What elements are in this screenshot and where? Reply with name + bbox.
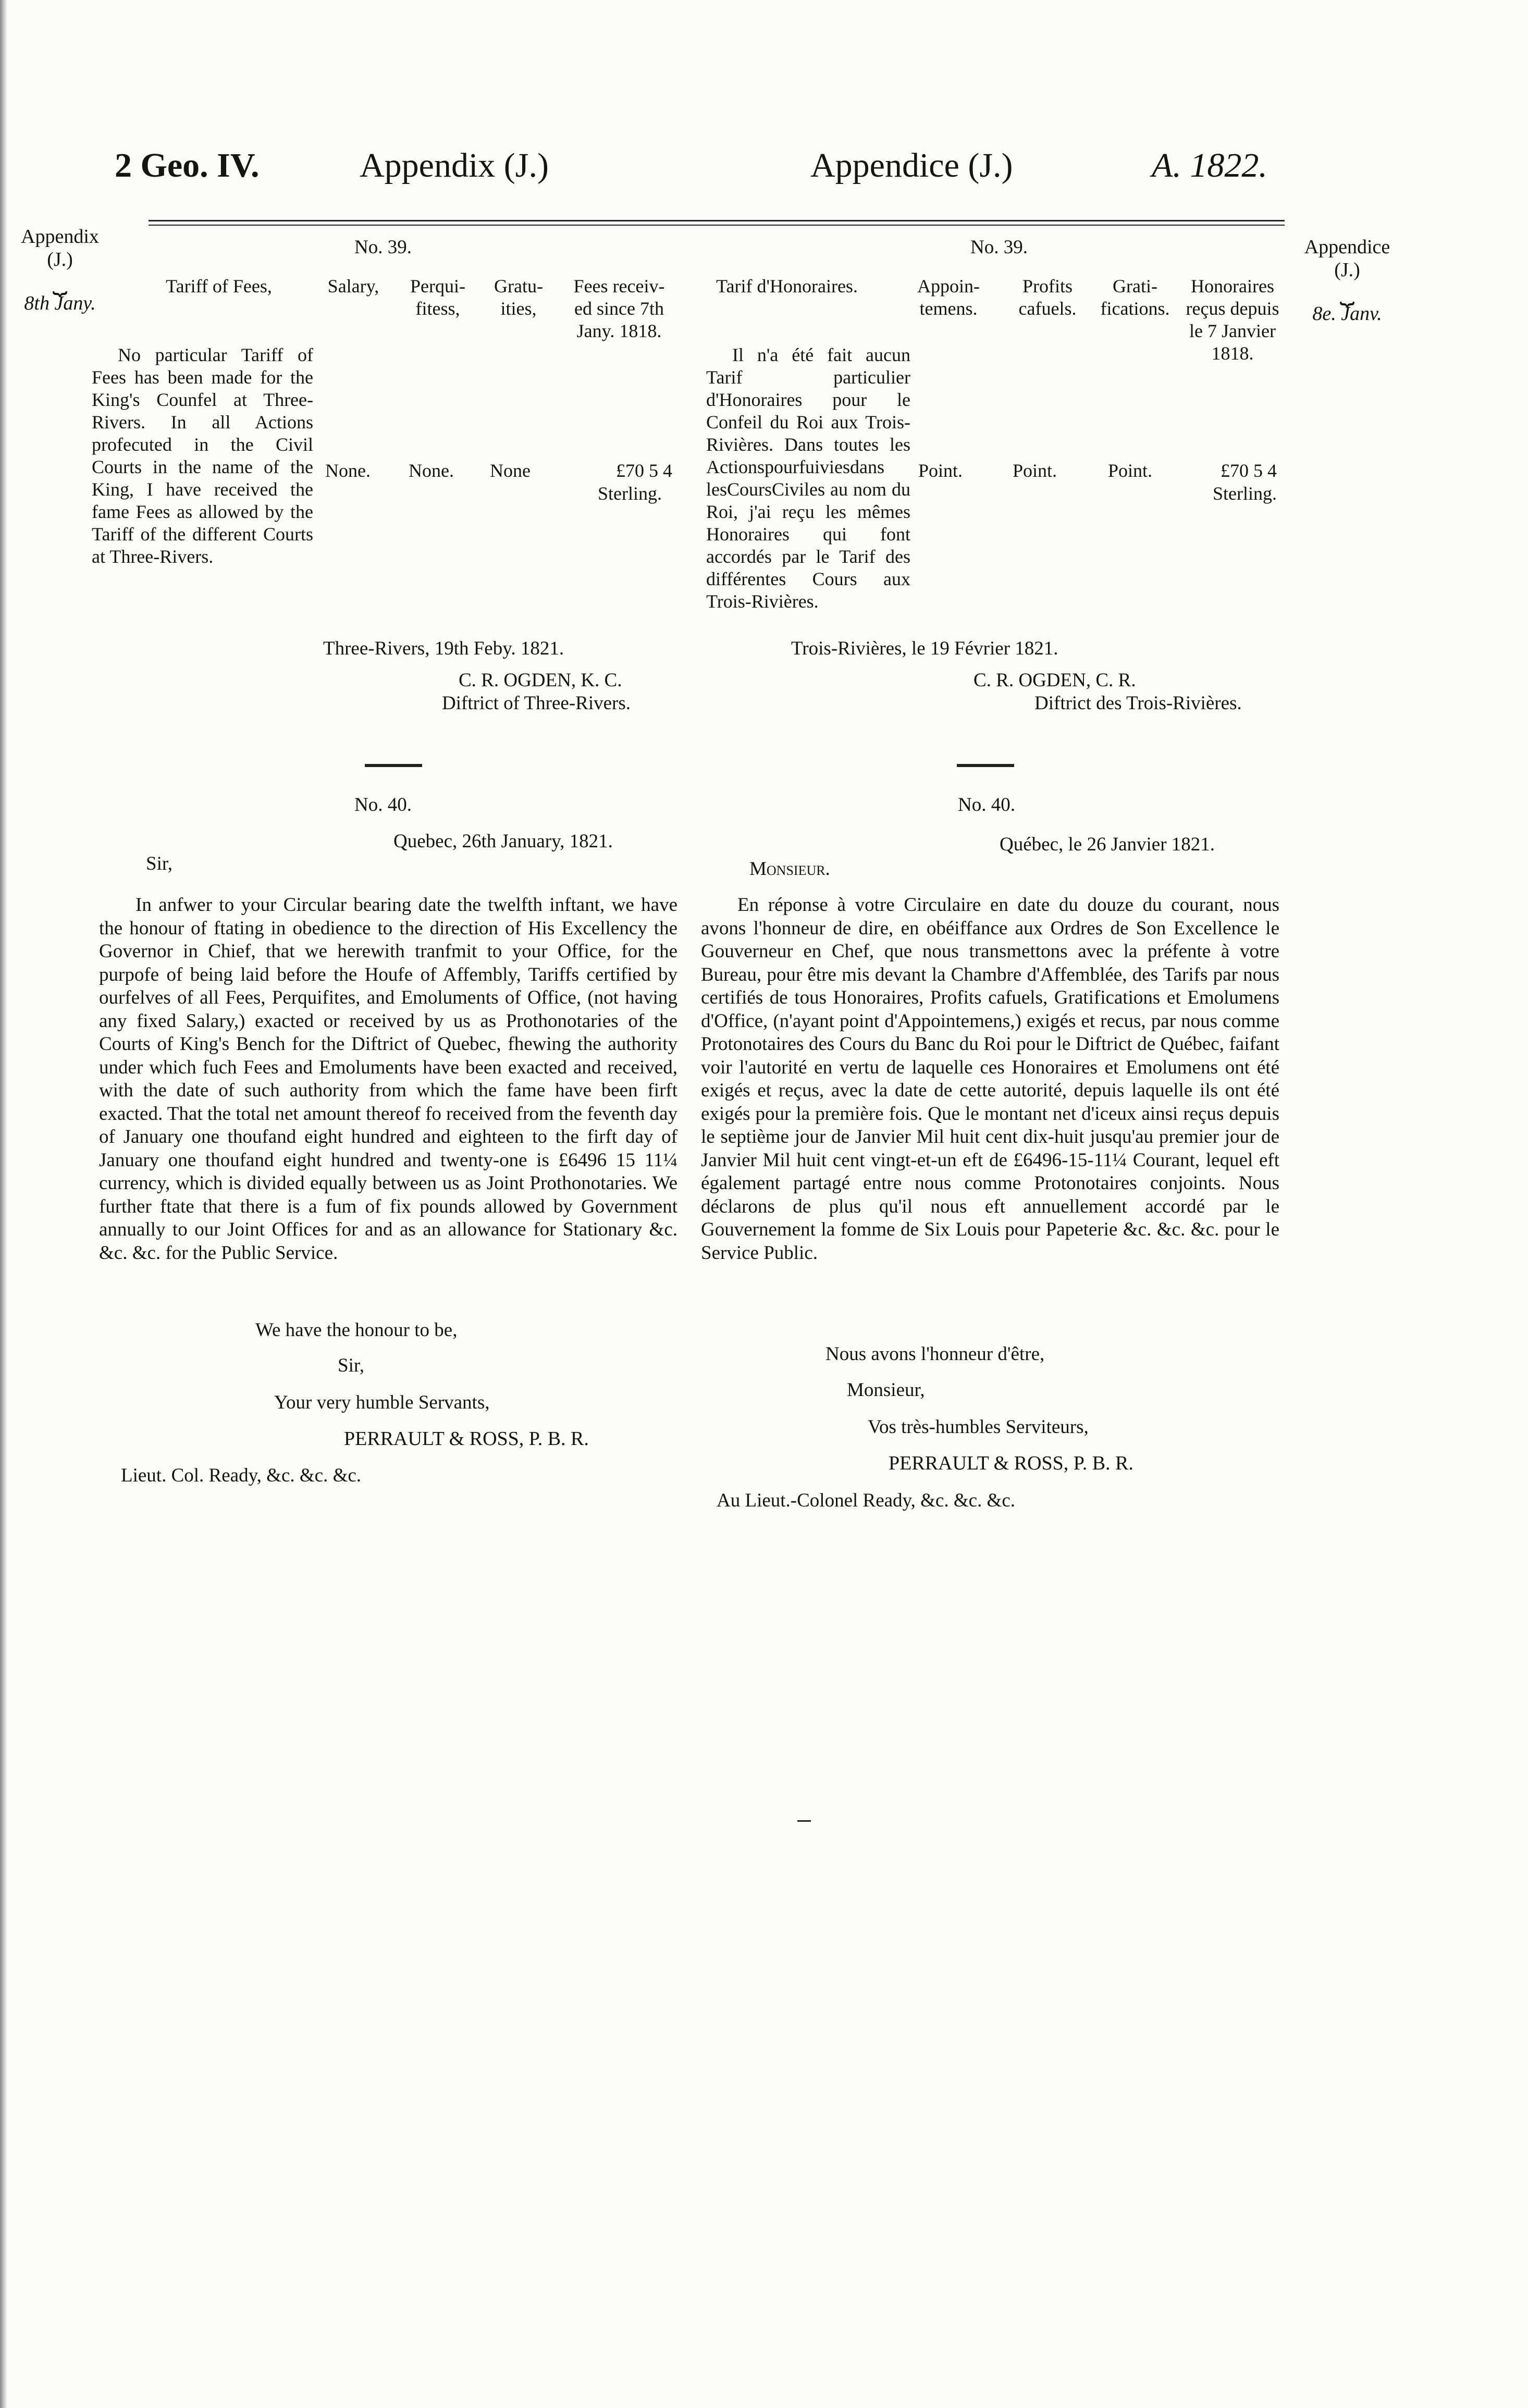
section-divider-french [957, 764, 1014, 767]
french-39-district: Diftrict des Trois-Rivières. [1034, 693, 1242, 714]
margin-right-date: 8e. Janv. [1312, 303, 1382, 325]
french-39-col-gratuities: Grati- fications. [1100, 276, 1170, 319]
french-39-salary: Point. [918, 460, 963, 481]
english-39-col-salary: Salary, [327, 276, 379, 297]
margin-note-left [10, 225, 109, 315]
french-40-body: En réponse à votre Circulaire en date du douze du courant, nous avons l'honneur de dire, en obéiffance aux Ordres de Son Excellence le Gouverneur en Chef, que nous transmettons avec la préfente à votre Bureau, pour être mis devant la Chambre d'Affemblée, des Tarifs par nous certifiés de tous Honoraires, Profits cafuels, Gratifications et Emolumens d'Office, (n'ayant point d'Appointemens,) exigés et recus, par nous comme Protonotaires des Cours du Banc du Roi pour le Diftrict de Québec, faifant voir l'autorité en vertu de laquelle ces Honoraires et Emolumens ont été exigés et reçus, avec la date de cette autorité, depuis laquelle ils ont été exigés pour la première fois. Que le montant net d'iceux ainsi reçus depuis le septième jour de Janvier Mil huit cent dix-huit jusqu'au premier jour de Janvier Mil huit cent vingt-et-un eft de £6496-15-11¼ Courant, lequel eft également partagé entre nous comme Protonotaires conjoints. Nous déclarons de plus qu'il nous eft annuellement accordé par le Gouvernement la fomme de Six Louis pour Papeterie &c. &c. &c. pour le Service Public. [701, 894, 1279, 1264]
french-40-closing-2: Monsieur, [847, 1379, 925, 1401]
french-39-number: No. 39. [970, 237, 1028, 258]
margin-left-sub: (J.) [47, 249, 73, 270]
margin-right-sub: (J.) [1334, 259, 1360, 281]
english-39-number: No. 39. [354, 237, 412, 258]
french-40-signer: PERRAULT & ROSS, P. B. R. [889, 1452, 1133, 1474]
english-39-col-perquisites: Perqui- fitess, [410, 276, 465, 319]
english-39-place-date: Three-Rivers, 19th Feby. 1821. [323, 638, 564, 659]
english-39-gratuities: None [490, 460, 531, 481]
french-39-perquisites: Point. [1013, 460, 1057, 481]
french-39-col-perquisites: Profits cafuels. [1018, 276, 1077, 319]
session-header: 2 Geo. IV. [115, 146, 260, 184]
french-40-closing-1: Nous avons l'honneur d'être, [825, 1343, 1045, 1365]
english-39-col-fees: Fees receiv- ed since 7th Jany. 1818. [573, 276, 665, 341]
english-39-col-gratuities: Gratu- ities, [494, 276, 543, 319]
english-40-addressee: Lieut. Col. Ready, &c. &c. &c. [121, 1465, 362, 1486]
french-40-place-date: Québec, le 26 Janvier 1821. [1000, 834, 1215, 855]
french-39-signer: C. R. OGDEN, C. R. [974, 670, 1136, 691]
french-39-gratuities: Point. [1108, 460, 1153, 481]
appendix-header-french: Appendice (J.) [810, 146, 1013, 184]
english-39-fees-currency: Sterling. [598, 483, 662, 504]
margin-note-right [1287, 236, 1407, 325]
english-39-signer: C. R. OGDEN, K. C. [459, 670, 622, 691]
french-40-addressee: Au Lieut.-Colonel Ready, &c. &c. &c. [717, 1490, 1016, 1511]
brace-right-icon: ⏟ [1339, 278, 1355, 305]
header-rule [149, 220, 1285, 226]
brace-left-icon: ⏟ [52, 267, 68, 295]
french-40-closing-3: Vos très-humbles Serviteurs, [868, 1416, 1089, 1438]
english-39-perquisites: None. [409, 460, 454, 481]
french-39-col-fees: Honoraires reçus depuis le 7 Janvier 1818. [1186, 276, 1279, 364]
year-header: A. 1822. [1152, 146, 1267, 184]
english-39-salary: None. [325, 460, 371, 481]
english-40-closing-2: Sir, [338, 1355, 364, 1376]
french-40-salutation: Monsieur. [749, 858, 830, 880]
stray-mark [797, 1820, 811, 1822]
english-40-salutation: Sir, [146, 853, 172, 874]
margin-right-label: Appendice [1304, 236, 1390, 258]
french-39-col-tariff: Tarif d'Honoraires. [716, 276, 858, 297]
appendix-header-english: Appendix (J.) [360, 146, 549, 184]
english-40-place-date: Quebec, 26th January, 1821. [393, 831, 613, 852]
page-edge-shadow [0, 0, 7, 2408]
english-40-closing-3: Your very humble Servants, [274, 1392, 490, 1413]
french-40-number: No. 40. [958, 794, 1015, 816]
english-39-col-tariff: Tariff of Fees, [166, 276, 272, 297]
french-39-col-salary: Appoin- temens. [917, 276, 980, 319]
english-39-district: Diftrict of Three-Rivers. [442, 693, 631, 714]
english-39-fees-amount: £70 5 4 [616, 460, 672, 481]
french-39-fees-amount: £70 5 4 [1221, 460, 1277, 481]
french-39-description: Il n'a été fait aucun Tarif particulier d'Honoraires pour le Confeil du Roi aux Trois-Rivières. Dans toutes les Actionspourfuiviesdans lesCoursCiviles au nom du Roi, j'ai reçu les mêmes Honoraires qui font accordés par le Tarif des différentes Cours aux Trois-Rivières. [706, 344, 910, 612]
french-39-place-date: Trois-Rivières, le 19 Février 1821. [791, 638, 1058, 659]
english-40-signer: PERRAULT & ROSS, P. B. R. [344, 1428, 589, 1450]
french-39-fees-currency: Sterling. [1213, 483, 1277, 504]
margin-left-date: 8th Jany. [24, 292, 96, 314]
english-39-description: No particular Tariff of Fees has been made for the King's Counfel at Three-Rivers. In all Actions profecuted in the Civil Courts in the name of the King, I have received the fame Fees as allowed by the Tariff of the different Courts at Three-Rivers. [92, 344, 313, 567]
section-divider-english [365, 764, 422, 767]
english-40-body: In anfwer to your Circular bearing date the twelfth inftant, we have the honour of ftating in obedience to the direction of His Excellency the Governor in Chief, that we herewith tranfmit to your Office, for the purpofe of being laid before the Houfe of Affembly, Tariffs certified by ourfelves of all Fees, Perquifites, and Emoluments of Office, (not having any fixed Salary,) exacted or received by us as Prothonotaries of the Courts of King's Bench for the Diftrict of Quebec, fhewing the authority under which fuch Fees and Emoluments have been exacted and received, with the date of such authority from which the fame have been firft exacted. That the total net amount thereof fo received from the feventh day of January one thoufand eight hundred and eighteen to the firft day of January one thoufand eight hundred and twenty-one is £6496 15 11¼ currency, which is divided equally between us as Joint Prothonotaries. We further ftate that there is a fum of fix pounds allowed by Government annually to our Joint Offices for and as an allowance for Stationary &c. &c. &c. for the Public Service. [99, 894, 677, 1264]
english-40-closing-1: We have the honour to be, [255, 1319, 458, 1341]
margin-left-label: Appendix [21, 226, 99, 248]
english-40-number: No. 40. [354, 794, 412, 816]
